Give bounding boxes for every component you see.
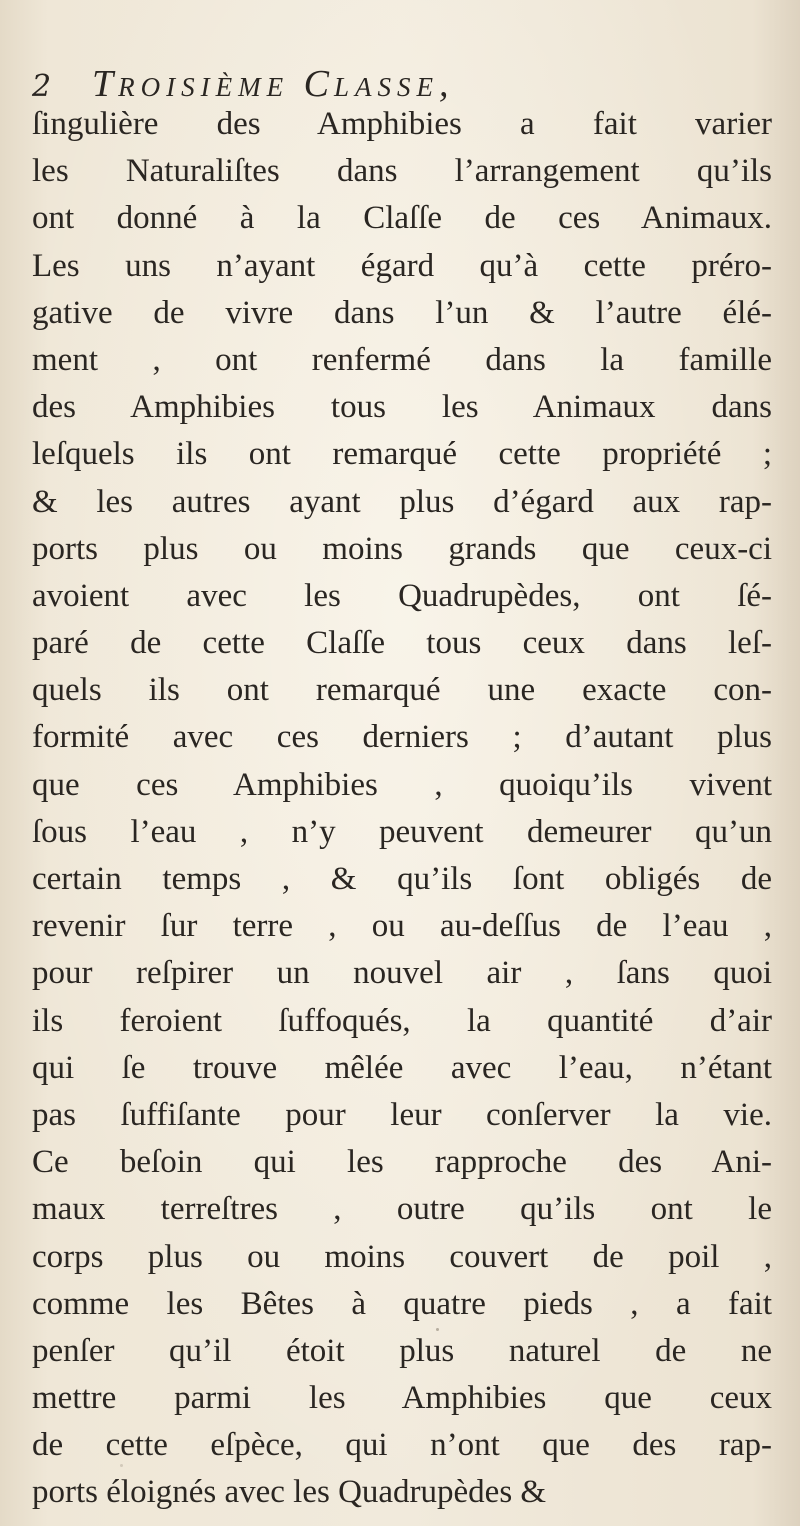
text-line: maux terreſtres , outre qu’ils ont le xyxy=(32,1191,772,1228)
text-line: ſingulière des Amphibies a fait varier xyxy=(32,106,772,142)
text-line: ports éloignés avec les Quadrupèdes & xyxy=(32,1474,547,1511)
page-header xyxy=(32,62,672,105)
text-line: Les uns n’ayant égard qu’à cette préro- xyxy=(32,247,772,284)
page-number: 2 xyxy=(32,69,52,104)
text-line: pas ſuffiſante pour leur conſerver la vie. xyxy=(32,1096,772,1133)
text-line: les Naturaliſtes dans l’arrangement qu’ils xyxy=(32,153,772,190)
text-line: que ces Amphibies , quoiqu’ils vivent xyxy=(32,766,772,803)
text-line: qui ſe trouve mêlée avec l’eau, n’étant xyxy=(32,1049,772,1086)
text-line: ils feroient ſuffoqués, la quantité d’air xyxy=(32,1002,772,1039)
paper-speck xyxy=(120,1464,123,1467)
text-line: paré de cette Claſſe tous ceux dans leſ- xyxy=(32,625,772,662)
running-head: TROISIÈME CLASSE, xyxy=(92,63,454,105)
text-line: ſous l’eau , n’y peuvent demeurer qu’un xyxy=(32,813,772,850)
text-line: & les autres ayant plus d’égard aux rap- xyxy=(32,483,772,520)
paper-speck xyxy=(436,1328,439,1331)
text-line: certain temps , & qu’ils ſont obligés de xyxy=(32,861,772,897)
text-line: gative de vivre dans l’un & l’autre élé- xyxy=(32,294,772,331)
text-line: des Amphibies tous les Animaux dans xyxy=(32,389,772,426)
text-line: comme les Bêtes à quatre pieds , a fait xyxy=(32,1285,772,1322)
text-line: pour reſpirer un nouvel air , ſans quoi xyxy=(32,955,772,992)
text-line: penſer qu’il étoit plus naturel de ne xyxy=(32,1332,772,1369)
text-line: formité avec ces derniers ; d’autant plus xyxy=(32,719,772,756)
text-line: ment , ont renfermé dans la famille xyxy=(32,341,772,378)
text-line: avoient avec les Quadrupèdes, ont ſé- xyxy=(32,577,772,614)
text-line: leſquels ils ont remarqué cette propriété ; xyxy=(32,436,772,473)
text-line: de cette eſpèce, qui n’ont que des rap- xyxy=(32,1427,772,1464)
text-line: quels ils ont remarqué une exacte con- xyxy=(32,672,772,709)
text-line: ports plus ou moins grands que ceux-ci xyxy=(32,530,772,567)
text-line: mettre parmi les Amphibies que ceux xyxy=(32,1380,772,1417)
text-line: corps plus ou moins couvert de poil , xyxy=(32,1238,772,1275)
body-text xyxy=(32,101,772,1517)
text-line: revenir ſur terre , ou au-deſſus de l’eau , xyxy=(32,908,772,945)
text-line: Ce beſoin qui les rapproche des Ani- xyxy=(32,1144,772,1181)
text-line: ont donné à la Claſſe de ces Animaux. xyxy=(32,200,772,237)
